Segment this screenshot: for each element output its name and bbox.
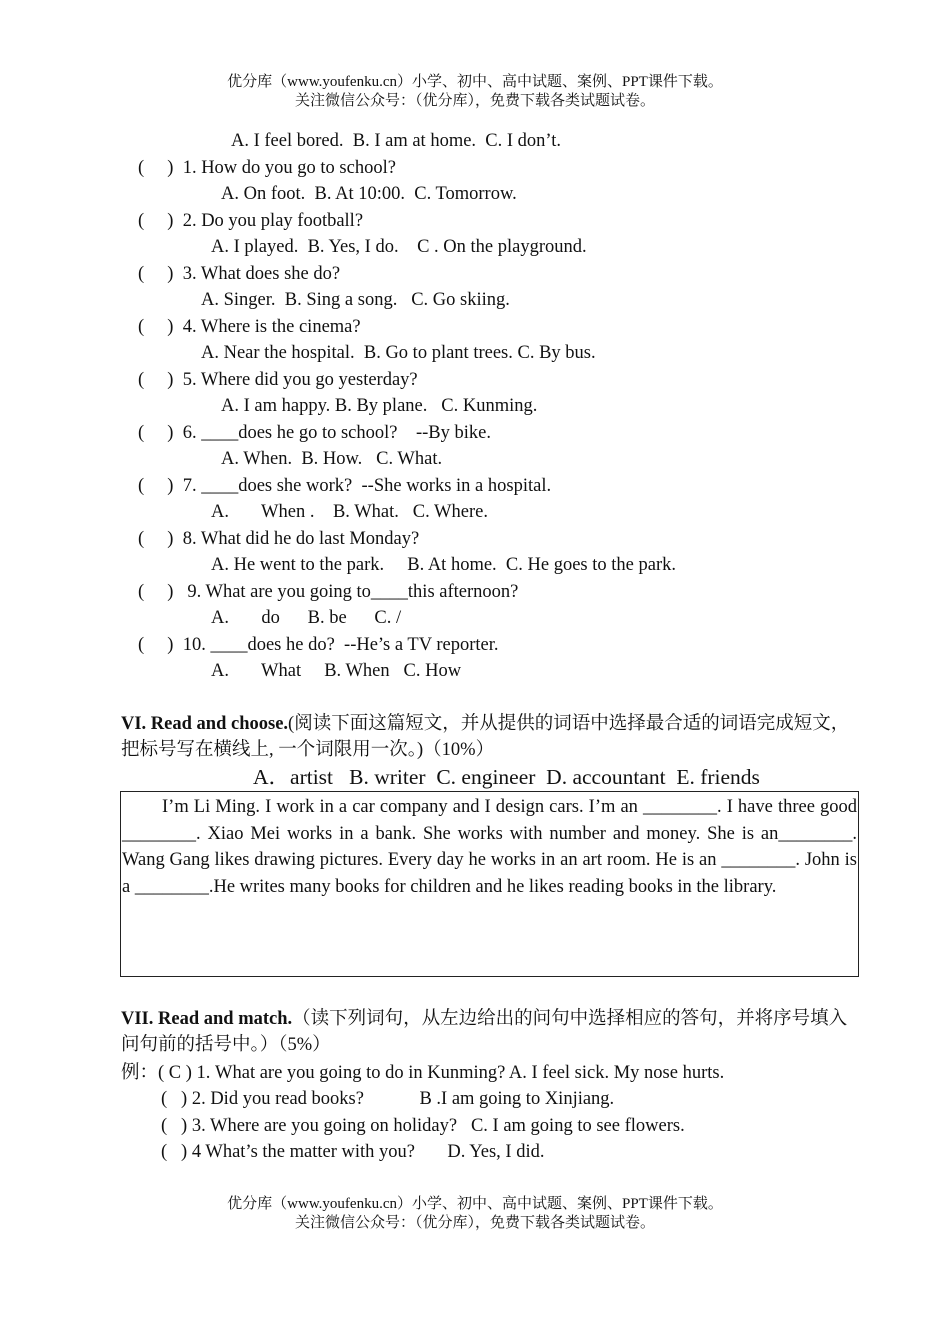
footer-line-1: 优分库（www.youfenku.cn）小学、初中、高中试题、案例、PPT课件下载。 — [227, 1196, 723, 1212]
match-item-2: ( ) 2. Did you read books? B .I am going to Xinjiang. — [161, 1089, 615, 1109]
question-4: ( ) 4. Where is the cinema? — [138, 317, 361, 337]
match-item-4: ( ) 4 What’s the matter with you? D. Yes, I did. — [161, 1142, 545, 1162]
section-6-title: VI. Read and choose. — [121, 714, 289, 734]
header-line-1: 优分库（www.youfenku.cn）小学、初中、高中试题、案例、PPT课件下载。 — [227, 74, 723, 90]
section-7-instruction: （读下列词句，从左边给出的问句中选择相应的答句，并将序号填入问句前的括号中。）（5%） — [121, 1009, 848, 1055]
question-5-options: A. I am happy. B. By plane. C. Kunming. — [221, 396, 538, 416]
question-3-options: A. Singer. B. Sing a song. C. Go skiing. — [201, 290, 510, 310]
question-8: ( ) 8. What did he do last Monday? — [138, 529, 420, 549]
question-2-options: A. I played. B. Yes, I do. C . On the playground. — [211, 237, 587, 257]
section-6-heading — [121, 711, 861, 763]
question-1-options: A. On foot. B. At 10:00. C. Tomorrow. — [221, 184, 517, 204]
match-example: 例：( C ) 1. What are you going to do in Kunming? A. I feel sick. My nose hurts. — [121, 1063, 725, 1083]
section-6-instruction: (阅读下面这篇短文，并从提供的词语中选择最合适的词语完成短文，把标号写在横线上, 一个词限用一次。)（10%） — [121, 714, 850, 760]
word-bank: A．artist B. writer C. engineer D. accountant E. friends — [253, 765, 760, 789]
section-7-title: VII. Read and match. — [121, 1009, 293, 1029]
question-7-options: A. When . B. What. C. Where. — [211, 502, 488, 522]
question-10-options: A. What B. When C. How — [211, 661, 462, 681]
passage-text: I’m Li Ming. I work in a car company and I design cars. I’m an ________. I have three good ________. Xiao Mei works in a bank. She works with number and money. She is an________. Wang Gang likes drawing pictures. Every day he works in an art room. He is an ________. John is a ________.He writes many books for children and he likes reading books in the library. — [122, 797, 857, 897]
question-8-options: A. He went to the park. B. At home. C. He goes to the park. — [211, 555, 676, 575]
match-item-3: ( ) 3. Where are you going on holiday? C. I am going to see flowers. — [161, 1116, 685, 1136]
question-2: ( ) 2. Do you play football? — [138, 211, 364, 231]
section-7-heading — [121, 1006, 861, 1058]
passage-box — [120, 791, 859, 977]
question-10: ( ) 10. ____does he do? --He’s a TV reporter. — [138, 635, 499, 655]
question-6: ( ) 6. ____does he go to school? --By bike. — [138, 423, 491, 443]
question-3: ( ) 3. What does she do? — [138, 264, 341, 284]
question-1: ( ) 1. How do you go to school? — [138, 158, 396, 178]
question-9-options: A. do B. be C. / — [211, 608, 402, 628]
question-9: ( ) 9. What are you going to____this afternoon? — [138, 582, 519, 602]
question-4-options: A. Near the hospital. B. Go to plant trees. C. By bus. — [201, 343, 596, 363]
prev-question-options: A. I feel bored. B. I am at home. C. I don’t. — [231, 131, 562, 151]
footer-line-2: 关注微信公众号：（优分库），免费下载各类试题试卷。 — [294, 1215, 655, 1231]
question-5: ( ) 5. Where did you go yesterday? — [138, 370, 418, 390]
header-line-2: 关注微信公众号：（优分库），免费下载各类试题试卷。 — [294, 93, 655, 109]
question-6-options: A. When. B. How. C. What. — [221, 449, 443, 469]
question-7: ( ) 7. ____does she work? --She works in a hospital. — [138, 476, 552, 496]
